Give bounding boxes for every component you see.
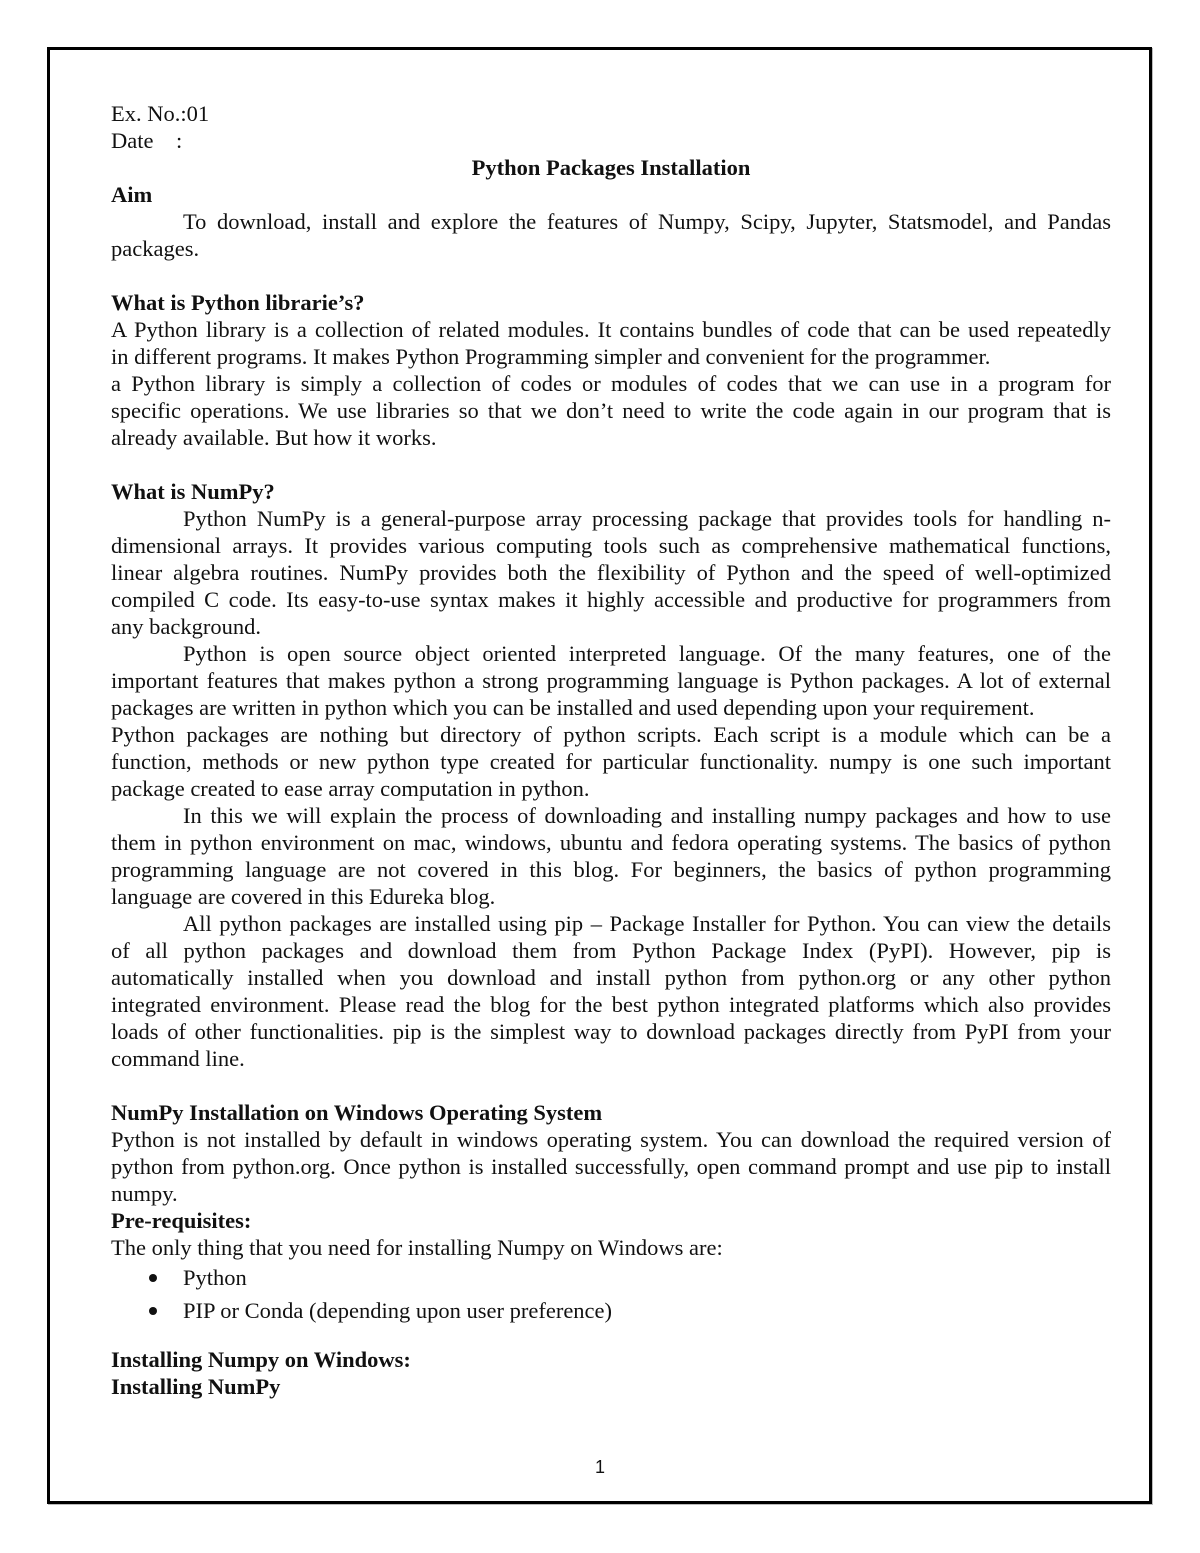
text-line: dimensional arrays. It provides various computing tools such as comprehensive mathematical functions, xyxy=(111,533,1111,558)
text-line: important features that makes python a strong programming language is Python packages. A lot of external xyxy=(111,668,1111,693)
text-line: loads of other functionalities. pip is the simplest way to download packages directly from PyPI from your xyxy=(111,1019,1111,1044)
libraries-heading: What is Python librarie’s? xyxy=(111,290,365,315)
text-line: them in python environment on mac, windows, ubuntu and fedora operating systems. The basics of python xyxy=(111,830,1111,855)
text-line: command line. xyxy=(111,1046,245,1071)
numpy-paragraph-2 xyxy=(111,640,1111,721)
libraries-paragraph-1 xyxy=(111,316,1111,370)
text-line: a Python library is simply a collection of codes or modules of codes that we can use in a program for xyxy=(111,371,1111,396)
text-line: Python is not installed by default in windows operating system. You can download the required version of xyxy=(111,1127,1111,1152)
numpy-paragraph-4 xyxy=(111,802,1111,910)
text-line: In this we will explain the process of downloading and installing numpy packages and how to use xyxy=(183,803,1111,828)
bullet-item: Python xyxy=(111,1261,1111,1294)
text-line: To download, install and explore the features of Numpy, Scipy, Jupyter, Statsmodel, and Pandas xyxy=(183,209,1111,234)
libraries-paragraph-2 xyxy=(111,370,1111,451)
date-field: Date : xyxy=(111,128,183,153)
bullet-item: PIP or Conda (depending upon user preference) xyxy=(111,1294,1111,1327)
windows-heading: NumPy Installation on Windows Operating System xyxy=(111,1100,603,1125)
text-line: language are covered in this Edureka blog. xyxy=(111,884,496,909)
bullet-icon xyxy=(149,1274,157,1282)
text-line: compiled C code. Its easy-to-use syntax makes it highly accessible and productive for programmers from xyxy=(111,587,1111,612)
aim-heading: Aim xyxy=(111,182,153,207)
text-line: packages. xyxy=(111,236,200,261)
windows-paragraph xyxy=(111,1126,1111,1207)
text-line: python from python.org. Once python is installed successfully, open command prompt and use pip to install xyxy=(111,1154,1111,1179)
document-body xyxy=(111,100,1111,1400)
text-line: integrated environment. Please read the blog for the best python integrated platforms which also provides xyxy=(111,992,1111,1017)
text-line: numpy. xyxy=(111,1181,178,1206)
text-line: linear algebra routines. NumPy provides both the flexibility of Python and the speed of well-optimized xyxy=(111,560,1111,585)
numpy-paragraph-1 xyxy=(111,505,1111,640)
install-subheading: Installing NumPy xyxy=(111,1374,281,1399)
text-line: already available. But how it works. xyxy=(111,425,437,450)
text-line: package created to ease array computation in python. xyxy=(111,776,590,801)
install-heading: Installing Numpy on Windows: xyxy=(111,1347,411,1372)
exercise-number: Ex. No.:01 xyxy=(111,101,210,126)
bullet-icon xyxy=(149,1307,157,1315)
text-line: any background. xyxy=(111,614,261,639)
prerequisites-intro: The only thing that you need for installing Numpy on Windows are: xyxy=(111,1235,723,1260)
aim-paragraph xyxy=(111,208,1111,262)
page-number: 1 xyxy=(594,1457,605,1477)
text-line: in different programs. It makes Python Programming simpler and convenient for the programmer. xyxy=(111,344,991,369)
text-line: All python packages are installed using pip – Package Installer for Python. You can view the details xyxy=(183,911,1111,936)
prerequisites-heading: Pre-requisites: xyxy=(111,1208,252,1233)
text-line: A Python library is a collection of related modules. It contains bundles of code that can be used repeatedly xyxy=(111,317,1111,342)
text-line: packages are written in python which you can be installed and used depending upon your requirement. xyxy=(111,695,1035,720)
text-line: of all python packages and download them from Python Package Index (PyPI). However, pip is xyxy=(111,938,1111,963)
text-line: Python packages are nothing but directory of python scripts. Each script is a module which can be a xyxy=(111,722,1111,747)
text-line: Python is open source object oriented interpreted language. Of the many features, one of the xyxy=(183,641,1111,666)
numpy-paragraph-3 xyxy=(111,721,1111,802)
numpy-heading: What is NumPy? xyxy=(111,479,275,504)
numpy-paragraph-5 xyxy=(111,910,1111,1072)
page-title: Python Packages Installation xyxy=(471,155,751,180)
text-line: function, methods or new python type created for particular functionality. numpy is one such important xyxy=(111,749,1111,774)
text-line: programming language are not covered in this blog. For beginners, the basics of python programming xyxy=(111,857,1111,882)
text-line: automatically installed when you download and install python from python.org or any other python xyxy=(111,965,1111,990)
text-line: Python NumPy is a general-purpose array processing package that provides tools for handling n- xyxy=(183,506,1111,531)
text-line: specific operations. We use libraries so that we don’t need to write the code again in our program that is xyxy=(111,398,1111,423)
